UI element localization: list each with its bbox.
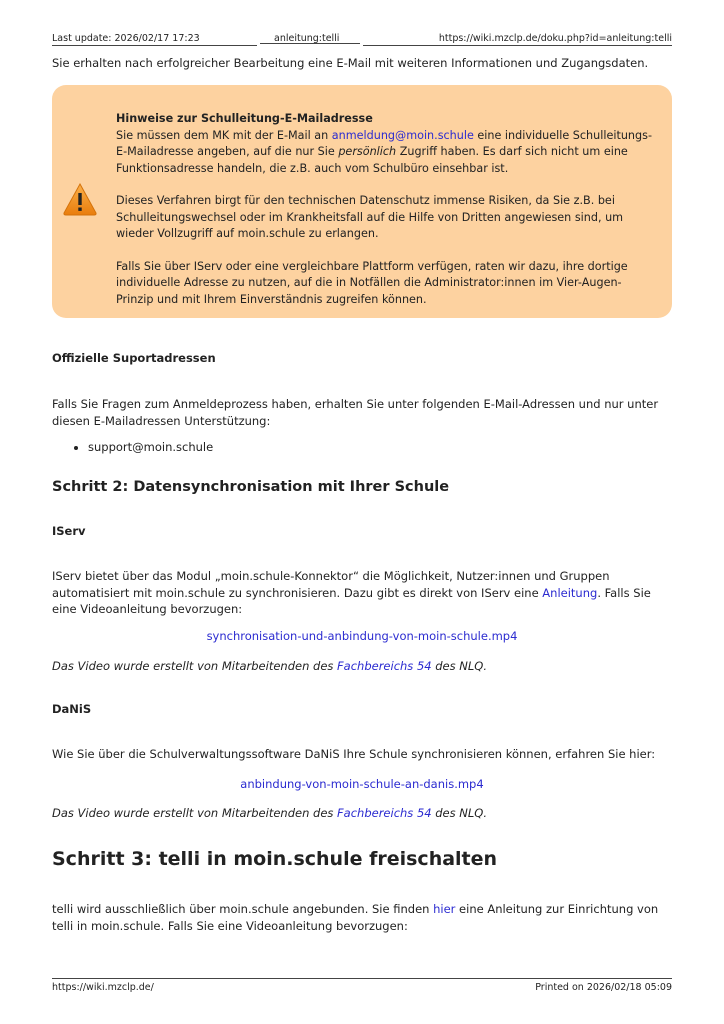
warning-box bbox=[52, 85, 672, 318]
credit-text: Das Video wurde erstellt von Mitarbeitenden des bbox=[52, 659, 338, 673]
danis-text: Wie Sie über die Schulverwaltungssoftware DaNiS Ihre Schule synchronisieren können, erfahren Sie hier: bbox=[52, 747, 656, 761]
danis-heading: DaNiS bbox=[52, 702, 92, 716]
warning-title: Hinweise zur Schulleitung-E-Mailadresse bbox=[116, 112, 373, 125]
warning-p1-text: Sie müssen dem MK mit der E-Mail an bbox=[116, 128, 332, 142]
iserv-text-part: IServ bietet über das Modul „moin.schule-Konnektor“ die Möglichkeit, Nutzer:innen und Gruppen automatisiert mit moin.schule zu synchronisieren. Dazu gibt es direkt von IServ eine bbox=[52, 569, 610, 600]
support-text: Falls Sie Fragen zum Anmeldeprozess haben, erhalten Sie unter folgenden E-Mail-Adressen und nur unter diesen E-Mailadressen Unterstützung: bbox=[52, 397, 659, 428]
iserv-anleitung-link[interactable]: Anleitung bbox=[542, 585, 598, 600]
iserv-video-row bbox=[52, 628, 672, 645]
credit-text-2: des NLQ. bbox=[431, 659, 487, 673]
fachbereich-link[interactable]: Fachbereichs 54 bbox=[337, 659, 432, 673]
last-update: Last update: 2026/02/17 17:23 bbox=[52, 33, 257, 46]
warning-p1-text-3: Zugriff haben. Es darf sich nicht um eine Funktionsadresse handeln, die z.B. auch vom Schulbüro einsehbar ist. bbox=[116, 145, 628, 175]
step2-heading: Schritt 2: Datensynchronisation mit Ihrer Schule bbox=[52, 479, 450, 495]
page-footer bbox=[52, 978, 672, 993]
credit-text-2: des NLQ. bbox=[431, 806, 487, 820]
step3-text-part: telli wird ausschließlich über moin.schule angebunden. Sie finden bbox=[52, 902, 434, 916]
fachbereich-link[interactable]: Fachbereichs 54 bbox=[337, 806, 432, 820]
intro-text: Sie erhalten nach erfolgreicher Bearbeitung eine E-Mail mit weiteren Informationen und Zugangsdaten. bbox=[52, 56, 649, 70]
iserv-credit bbox=[52, 658, 672, 675]
step3-heading: Schritt 3: telli in moin.schule freischalten bbox=[52, 848, 498, 870]
warning-p1-emphasis: persönlich bbox=[338, 145, 397, 158]
support-heading: Offizielle Suportadressen bbox=[52, 351, 216, 365]
iserv-video-link[interactable]: synchronisation-und-anbindung-von-moin-schule.mp4 bbox=[206, 629, 518, 643]
page-header bbox=[52, 33, 672, 46]
iserv-text bbox=[52, 568, 672, 618]
footer-site-url: https://wiki.mzclp.de/ bbox=[52, 982, 154, 993]
warning-p3: Falls Sie über IServ oder eine vergleichbare Plattform verfügen, raten wir dazu, ihre dortige individuelle Adresse zu nutzen, auf die in Notfällen die Administrator:innen im Vier-Augen-Prinzip und mit Ihrem Einverständnis zugreifen können. bbox=[116, 259, 628, 306]
iserv-heading: IServ bbox=[52, 524, 86, 538]
hier-link[interactable]: hier bbox=[433, 902, 456, 916]
iserv-text-part-2: . Falls Sie eine Videoanleitung bevorzugen: bbox=[52, 585, 651, 616]
footer-printed-date: Printed on 2026/02/18 05:09 bbox=[535, 982, 672, 993]
warning-p2: Dieses Verfahren birgt für den technischen Datenschutz immense Risiken, da Sie z.B. bei Schulleitungswechsel oder im Krankheitsfall auf die Hilfe von Dritten angewiesen sind, um wieder Vollzugriff auf moin.schule zu erlangen. bbox=[116, 194, 624, 240]
warning-p1-text-2: eine individuelle Schulleitungs-E-Mailadresse angeben, auf die nur Sie bbox=[116, 128, 652, 158]
danis-video-row bbox=[52, 776, 672, 793]
credit-text: Das Video wurde erstellt von Mitarbeitenden des bbox=[52, 806, 338, 820]
anmeldung-email-link[interactable]: anmeldung@moin.schule bbox=[331, 128, 474, 142]
step3-text bbox=[52, 901, 672, 934]
danis-credit bbox=[52, 805, 672, 822]
support-email-item: • support@moin.schule bbox=[88, 440, 213, 454]
page-url: https://wiki.mzclp.de/doku.php?id=anleitung:telli bbox=[363, 33, 672, 46]
danis-video-link[interactable]: anbindung-von-moin-schule-an-danis.mp4 bbox=[240, 777, 484, 791]
warning-text bbox=[116, 111, 656, 308]
step3-text-part-2: eine Anleitung zur Einrichtung von telli in moin.schule. Falls Sie eine Videoanleitung bevorzugen: bbox=[52, 902, 659, 933]
warning-triangle-icon bbox=[62, 182, 98, 216]
page-id: anleitung:telli bbox=[260, 33, 360, 44]
support-list bbox=[52, 440, 213, 454]
